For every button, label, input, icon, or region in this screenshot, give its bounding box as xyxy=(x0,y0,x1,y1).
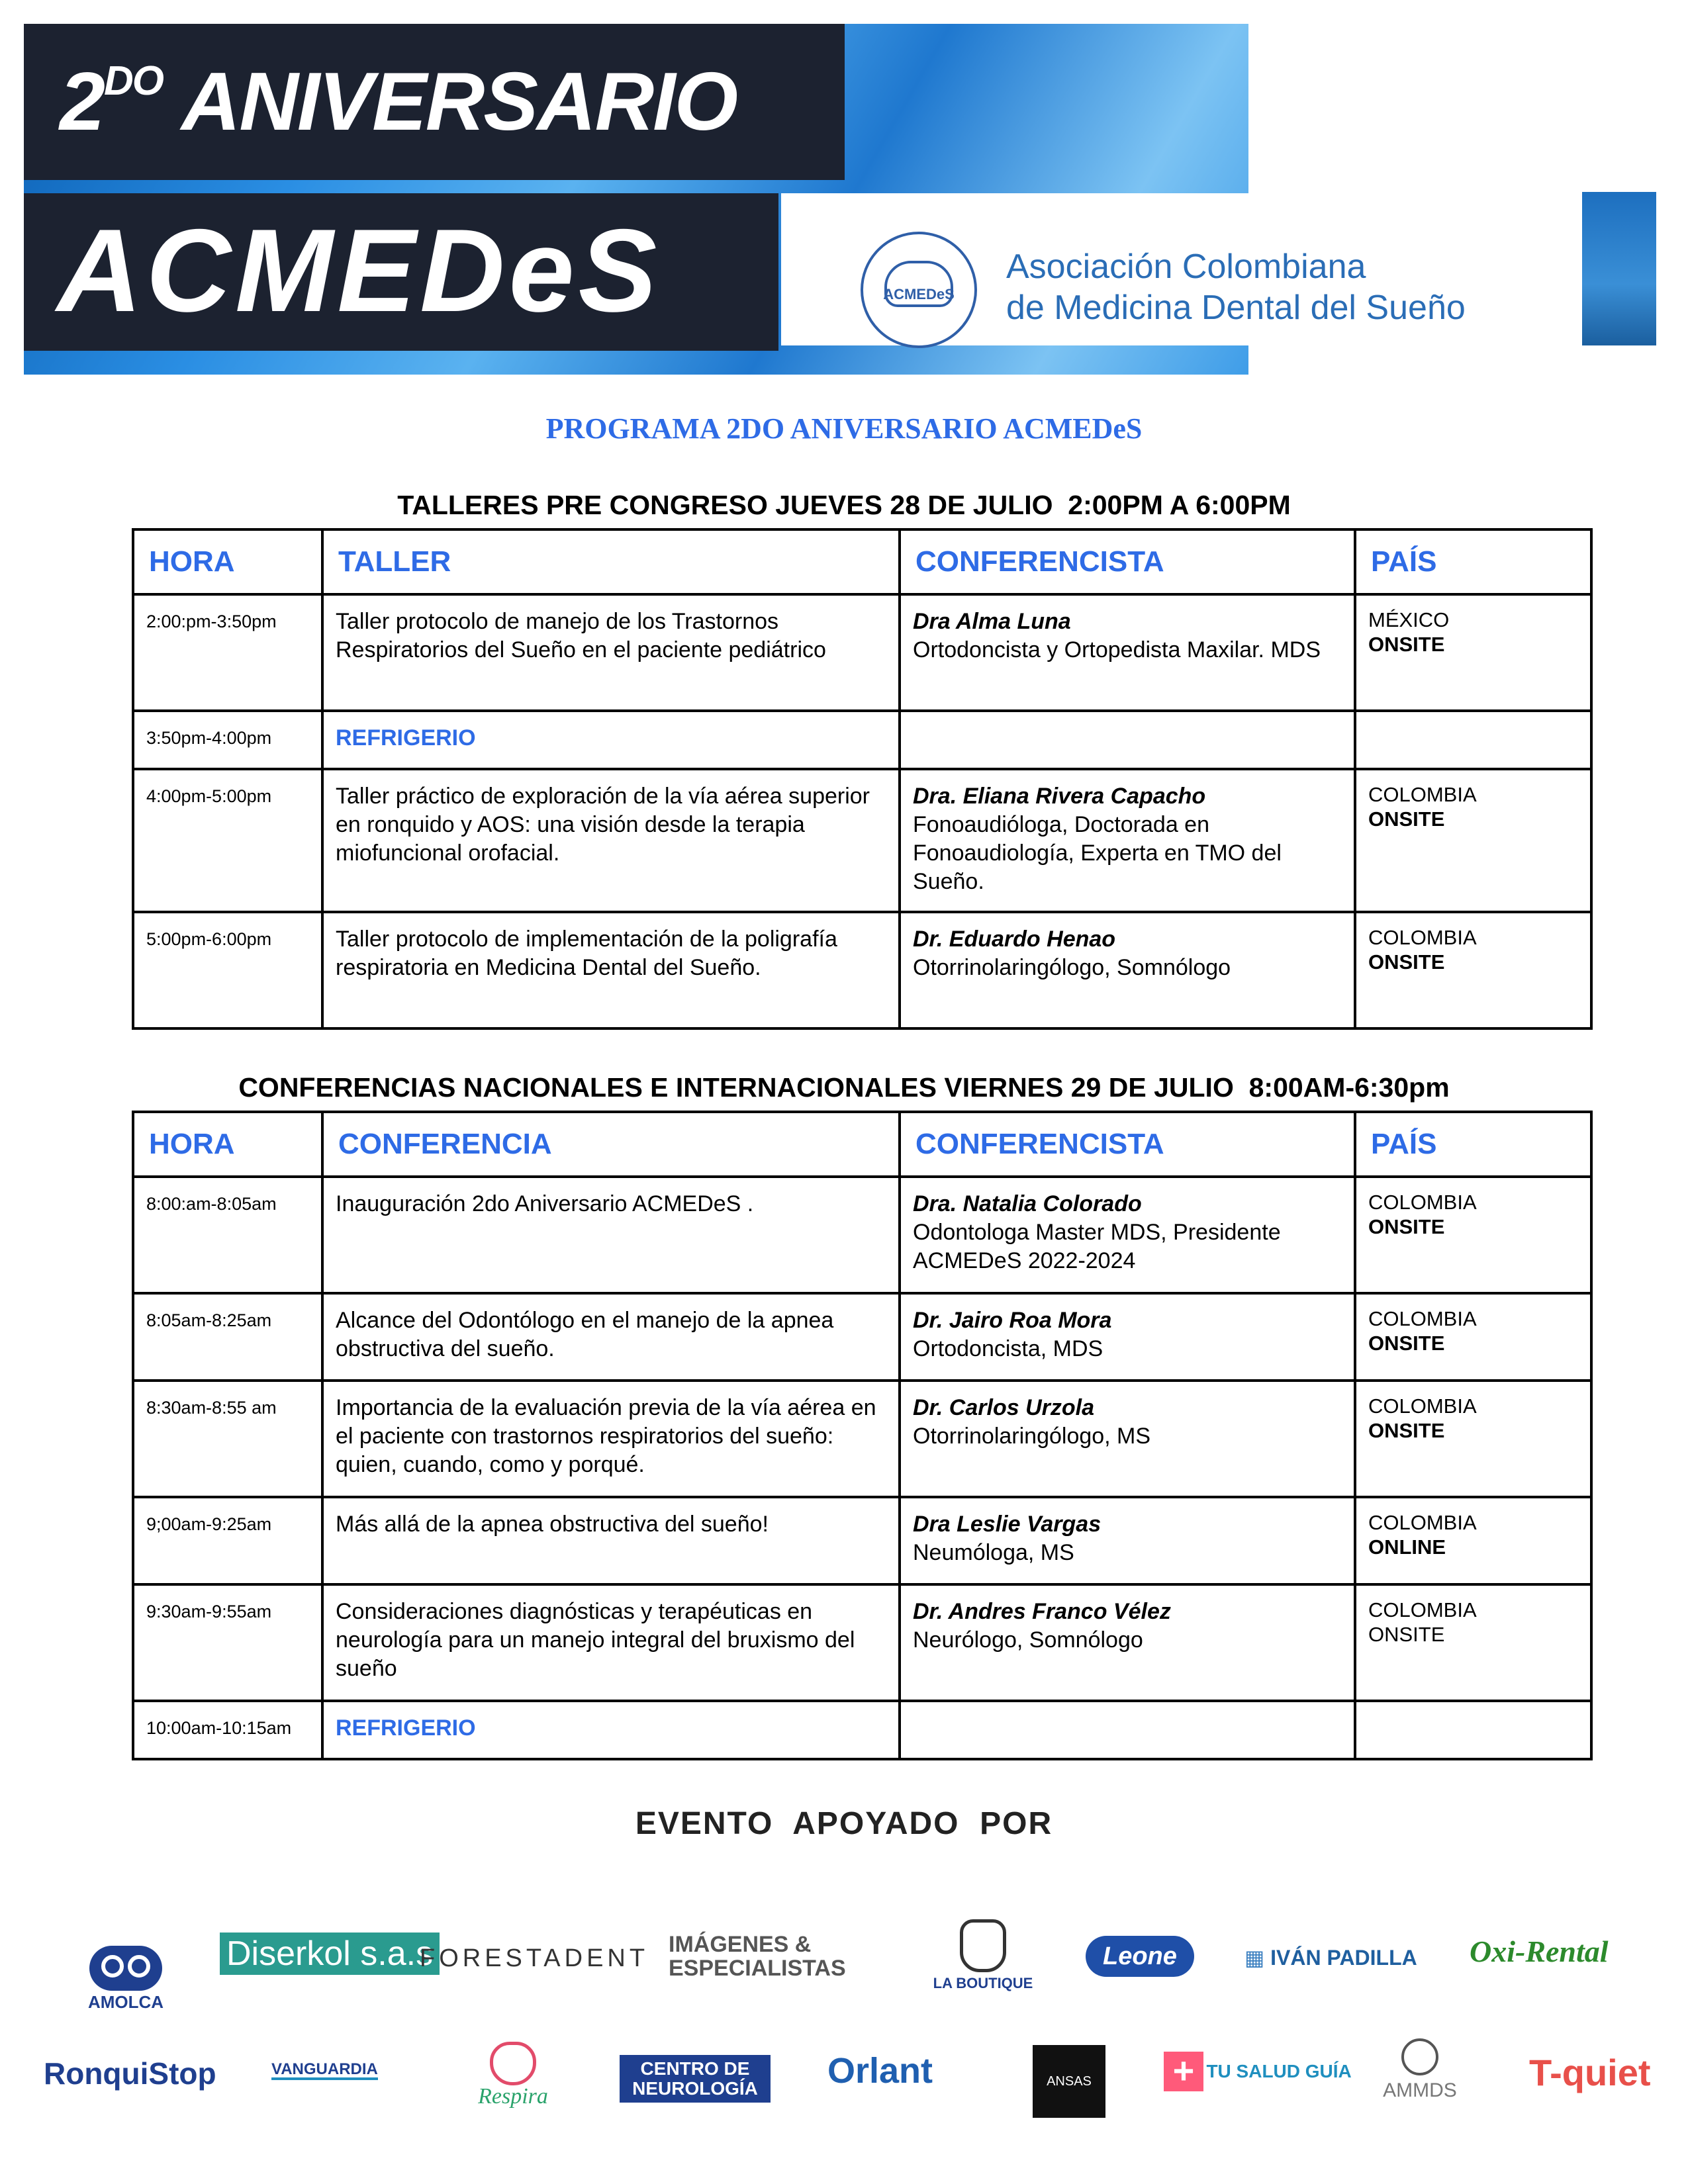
anniversary-title: $2^{DO}$ ANIVERSARIO xyxy=(60,56,737,148)
program-title: PROGRAMA 2DO ANIVERSARIO ACMEDeS xyxy=(545,412,1143,445)
table-header-row xyxy=(133,1112,1591,1177)
sponsors-title: EVENTO APOYADO POR xyxy=(635,1806,1053,1841)
conferencias-section-title: CONFERENCIAS NACIONALES E INTERNACIONALES VIERNES 29 DE JULIO 8:00AM-6:30pm xyxy=(238,1072,1450,1103)
row-pais: COLOMBIA ONSITE xyxy=(1355,1381,1591,1497)
row-hora: 9:30am-9:55am xyxy=(133,1584,322,1701)
talleres-table xyxy=(132,528,1593,1030)
row-refrigerio: REFRIGERIO xyxy=(322,1701,900,1759)
row-conferencia: Consideraciones diagnósticas y terapéuticas en neurología para un manejo integral del bruxismo del sueño xyxy=(322,1584,900,1701)
row-hora: 8:05am-8:25am xyxy=(133,1293,322,1381)
tu-salud-guia-logo: + TU SALUD GUÍA xyxy=(1164,2052,1352,2091)
row-taller: Taller protocolo de implementación de la poligrafía respiratoria en Medicina Dental del Sueño. xyxy=(322,912,900,1028)
row-pais: COLOMBIA ONSITE xyxy=(1355,1293,1591,1381)
table-row xyxy=(133,711,1591,769)
column-header-taller: TALLER xyxy=(322,529,900,594)
row-conferencista xyxy=(900,1701,1355,1759)
column-header-pais: PAÍS xyxy=(1355,1112,1591,1177)
column-header-conferencista: CONFERENCISTA xyxy=(900,1112,1355,1177)
column-header-hora: HORA xyxy=(133,529,322,594)
row-hora: 4:00pm-5:00pm xyxy=(133,769,322,912)
conferencias-table xyxy=(132,1111,1593,1760)
row-hora: 8:00:am-8:05am xyxy=(133,1177,322,1293)
table-row xyxy=(133,1381,1591,1497)
table-row xyxy=(133,1584,1591,1701)
row-pais xyxy=(1355,711,1591,769)
row-conferencista: Dr. Carlos Urzola Otorrinolaringólogo, MS xyxy=(900,1381,1355,1497)
row-pais: COLOMBIA ONLINE xyxy=(1355,1497,1591,1584)
row-hora: 8:30am-8:55 am xyxy=(133,1381,322,1497)
association-logo-panel xyxy=(781,193,1582,345)
row-hora: 3:50pm-4:00pm xyxy=(133,711,322,769)
table-row xyxy=(133,594,1591,711)
column-header-conferencia: CONFERENCIA xyxy=(322,1112,900,1177)
orlant-logo: Orlant xyxy=(827,2051,933,2091)
table-row xyxy=(133,1177,1591,1293)
row-conferencista: Dr. Andres Franco Vélez Neurólogo, Somnólogo xyxy=(900,1584,1355,1701)
row-hora: 10:00am-10:15am xyxy=(133,1701,322,1759)
table-row xyxy=(133,769,1591,912)
association-name: Asociación Colombiana de Medicina Dental del Sueño xyxy=(1006,248,1466,327)
row-conferencista: Dra Leslie Vargas Neumóloga, MS xyxy=(900,1497,1355,1584)
ansas-logo: ANSAS xyxy=(1033,2045,1105,2118)
row-taller: Taller protocolo de manejo de los Trastornos Respiratorios del Sueño en el paciente pediátrico xyxy=(322,594,900,711)
association-logo-icon: ACMEDeS xyxy=(861,232,977,348)
column-header-conferencista: CONFERENCISTA xyxy=(900,529,1355,594)
table-row xyxy=(133,1701,1591,1759)
row-taller: Taller práctico de exploración de la vía aérea superior en ronquido y AOS: una visión desde la terapia miofuncional orofacial. xyxy=(322,769,900,912)
row-pais xyxy=(1355,1701,1591,1759)
row-conferencista: Dr. Eduardo Henao Otorrinolaringólogo, Somnólogo xyxy=(900,912,1355,1028)
row-pais: MÉXICO ONSITE xyxy=(1355,594,1591,711)
row-conferencia: Inauguración 2do Aniversario ACMEDeS . xyxy=(322,1177,900,1293)
respira-logo: Respira xyxy=(463,2042,563,2108)
acmedes-title: ACMEDeS xyxy=(57,205,661,336)
vanguardia-logo: VANGUARDIA xyxy=(271,2062,378,2080)
row-pais: COLOMBIA ONSITE xyxy=(1355,769,1591,912)
row-conferencia: Importancia de la evaluación previa de la vía aérea en el paciente con trastornos respiratorios del sueño: quien, cuando, como y porqué. xyxy=(322,1381,900,1497)
row-conferencista: Dra. Eliana Rivera Capacho Fonoaudióloga, Doctorada en Fonoaudiología, Experta en TMO del Sueño. xyxy=(900,769,1355,912)
diserkol-logo: Diserkol s.a.s xyxy=(220,1933,440,1975)
centro-de-neurologia-logo: CENTRO DE NEUROLOGÍA xyxy=(620,2055,771,2103)
row-conferencista: Dra. Natalia Colorado Odontologa Master MDS, Presidente ACMEDeS 2022-2024 xyxy=(900,1177,1355,1293)
t-quiet-logo: T-quiet xyxy=(1529,2052,1651,2093)
forestadent-logo: FORESTADENT xyxy=(420,1944,649,1972)
row-conferencista: Dra Alma Luna Ortodoncista y Ortopedista Maxilar. MDS xyxy=(900,594,1355,711)
ronquistop-logo: RonquiStop xyxy=(44,2056,216,2091)
row-conferencia: Alcance del Odontólogo en el manejo de la apnea obstructiva del sueño. xyxy=(322,1293,900,1381)
row-pais: COLOMBIA ONSITE xyxy=(1355,1584,1591,1701)
row-conferencia: Más allá de la apnea obstructiva del sueño! xyxy=(322,1497,900,1584)
row-pais: COLOMBIA ONSITE xyxy=(1355,1177,1591,1293)
row-hora: 9;00am-9:25am xyxy=(133,1497,322,1584)
table-row xyxy=(133,1293,1591,1381)
column-header-hora: HORA xyxy=(133,1112,322,1177)
la-boutique-logo: LA BOUTIQUE xyxy=(930,1919,1036,1991)
ammds-logo: AMMDS xyxy=(1380,2038,1460,2101)
ivan-padilla-logo: ▦ IVÁN PADILLA xyxy=(1244,1946,1417,1970)
table-row xyxy=(133,1497,1591,1584)
header-photo-strip xyxy=(1582,192,1656,345)
imagenes-especialistas-logo: IMÁGENES & ESPECIALISTAS xyxy=(669,1932,846,1981)
row-hora: 5:00pm-6:00pm xyxy=(133,912,322,1028)
leone-logo: Leone xyxy=(1086,1936,1194,1977)
header-banner xyxy=(0,0,1688,384)
table-row xyxy=(133,912,1591,1028)
amolca-logo: AMOLCA xyxy=(79,1946,172,2011)
oxi-rental-logo: Oxi-Rental xyxy=(1470,1934,1609,1968)
row-pais: COLOMBIA ONSITE xyxy=(1355,912,1591,1028)
row-conferencista: Dr. Jairo Roa Mora Ortodoncista, MDS xyxy=(900,1293,1355,1381)
row-conferencista xyxy=(900,711,1355,769)
table-header-row xyxy=(133,529,1591,594)
row-refrigerio: REFRIGERIO xyxy=(322,711,900,769)
column-header-pais: PAÍS xyxy=(1355,529,1591,594)
talleres-section-title: TALLERES PRE CONGRESO JUEVES 28 DE JULIO 2:00PM A 6:00PM xyxy=(397,490,1291,520)
row-hora: 2:00:pm-3:50pm xyxy=(133,594,322,711)
